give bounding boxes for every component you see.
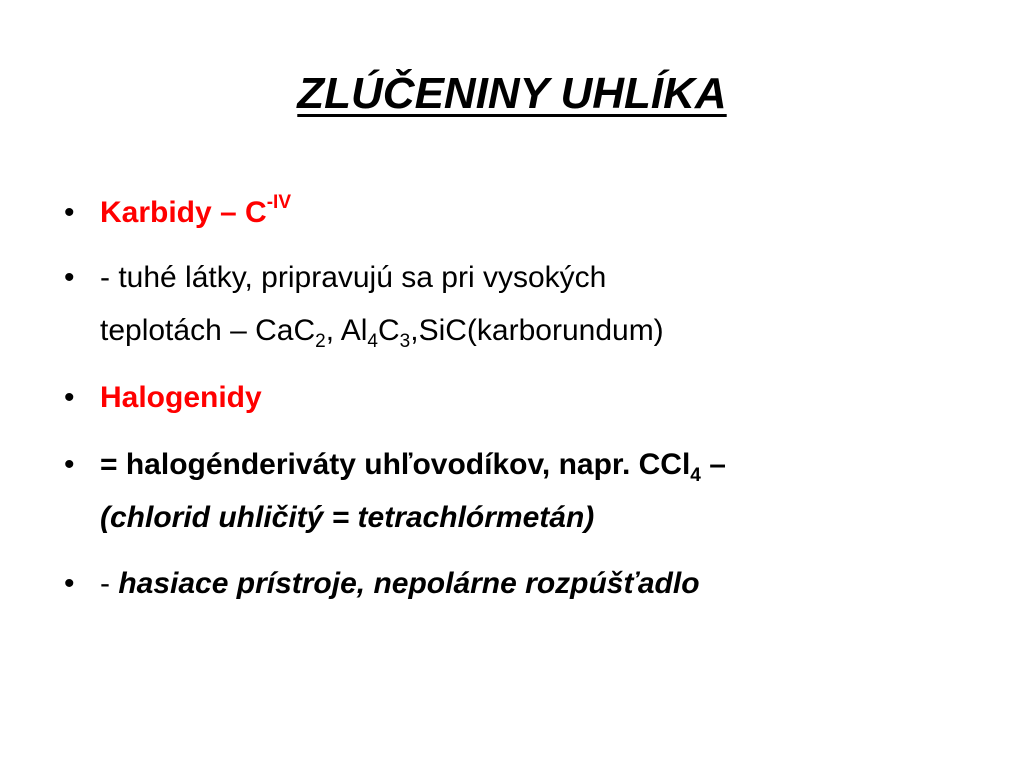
dash: – (700, 448, 726, 481)
bullet-item-halogenderivaty (62, 438, 962, 544)
formula-c: C (378, 314, 400, 347)
bullet-list (62, 186, 962, 626)
karbidy-label (100, 192, 291, 229)
subscript: 4 (690, 465, 701, 486)
bullet-item-karbidy (62, 186, 962, 239)
bullet-dot-icon: • (64, 567, 75, 600)
slide-title: ZLÚČENINY UHLÍKA (297, 69, 727, 118)
bullet-dot-icon: • (64, 448, 75, 481)
tuhe-line-1: - tuhé látky, pripravujú sa pri vysokých (100, 261, 607, 294)
bullet-dot-icon: • (64, 196, 75, 229)
bullet-dot-icon: • (64, 261, 75, 294)
bullet-item-halogenidy (62, 371, 962, 424)
halogenderivaty-line-2: (chlorid uhličitý = tetrachlórmetán) (100, 501, 595, 534)
halogenderivaty-text: = halogénderiváty uhľovodíkov, napr. CCl (100, 448, 691, 481)
halogenidy-label: Halogenidy (100, 381, 262, 414)
formula-cac: teplotách – CaC (100, 314, 316, 347)
formula-sic: ,SiC(karborundum) (410, 314, 664, 347)
bullet-dot-icon: • (64, 381, 75, 414)
subscript: 4 (367, 331, 378, 352)
hasiace-prefix: - (100, 567, 119, 600)
bullet-item-tuhe-latky (62, 251, 962, 357)
karbidy-text: Karbidy – C (100, 196, 267, 229)
subscript: 2 (315, 331, 326, 352)
formula-al: , Al (325, 314, 368, 347)
tuhe-line-2 (100, 314, 664, 352)
subscript: 3 (399, 331, 411, 352)
bullet-item-hasiace (62, 557, 962, 610)
oxidation-state: -IV (266, 192, 291, 213)
hasiace-text: hasiace prístroje, nepolárne rozpúšťadlo (118, 567, 700, 600)
halogenderivaty-line-1 (100, 448, 726, 486)
